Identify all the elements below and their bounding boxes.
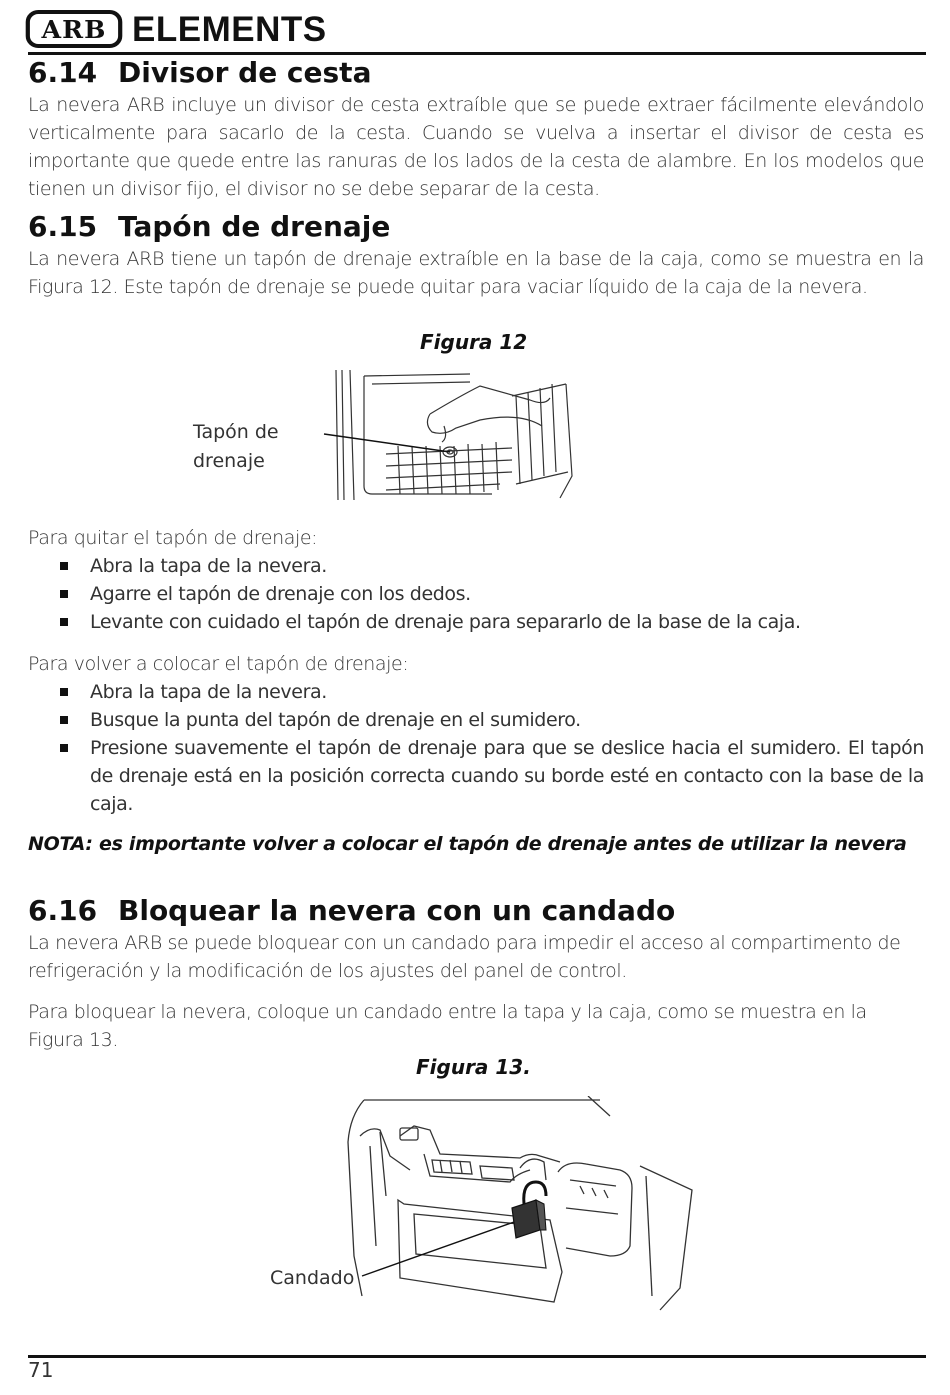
figure-12-leader-line	[320, 430, 460, 460]
section-title: Bloquear la nevera con un candado	[118, 894, 676, 927]
remove-steps-list	[28, 552, 924, 636]
brand-name: ELEMENTS	[132, 10, 327, 49]
section-title: Divisor de cesta	[118, 56, 372, 89]
figure-13-caption: Figura 13.	[416, 1055, 531, 1079]
list-item: Levante con cuidado el tapón de drenaje para separarlo de la base de la caja.	[28, 608, 924, 636]
list-item: Agarre el tapón de drenaje con los dedos.	[28, 580, 924, 608]
section-number: 6.15	[28, 210, 98, 243]
bullet-square-icon	[60, 744, 68, 752]
section-6-16-heading	[28, 894, 675, 927]
list-item: Presione suavemente el tapón de drenaje para que se deslice hacia el sumidero. El tapón de drenaje está en la posición correcta cuando su borde esté en contacto con la base de la caja.	[28, 734, 924, 818]
section-title: Tapón de drenaje	[118, 210, 391, 243]
note-text: NOTA: es importante volver a colocar el tapón de drenaje antes de utilizar la nevera	[28, 833, 907, 855]
section-6-14-body: La nevera ARB incluye un divisor de cesta extraíble que se puede extraer fácilmente elevándolo verticalmente para sacarlo de la cesta. Cuando se vuelva a insertar el divisor de cesta es importante que quede entre las ranuras de los lados de la cesta de alambre. En los modelos que tienen un divisor fijo, el divisor no se debe separar de la cesta.	[28, 94, 924, 200]
section-number: 6.16	[28, 894, 98, 927]
bullet-square-icon	[60, 590, 68, 598]
bullet-square-icon	[60, 618, 68, 626]
page-header	[28, 8, 926, 54]
footer-rule	[28, 1355, 926, 1358]
figure-13-label: Candado	[270, 1267, 355, 1289]
section-6-15-body: La nevera ARB tiene un tapón de drenaje extraíble en la base de la caja, como se muestra en la Figura 12. Este tapón de drenaje se puede quitar para vaciar líquido de la caja de la nevera.	[28, 248, 924, 298]
section-number: 6.14	[28, 56, 98, 89]
header-rule	[28, 52, 926, 55]
figure-12-label-line1: Tapón de	[193, 421, 279, 443]
section-6-16-body-1: La nevera ARB se puede bloquear con un candado para impedir el acceso al compartimento de refrigeración y la modificación de los ajustes del panel de control.	[28, 932, 901, 982]
arb-logo: ARB	[26, 10, 123, 48]
figure-12-caption: Figura 12	[420, 330, 528, 354]
figure-12-label-line2: drenaje	[193, 450, 265, 472]
bullet-square-icon	[60, 716, 68, 724]
replace-intro: Para volver a colocar el tapón de drenaje:	[28, 653, 409, 675]
section-6-16-body-2: Para bloquear la nevera, coloque un candado entre la tapa y la caja, como se muestra en la Figura 13.	[28, 1001, 867, 1051]
list-item: Abra la tapa de la nevera.	[28, 552, 924, 580]
remove-intro: Para quitar el tapón de drenaje:	[28, 527, 318, 549]
bullet-square-icon	[60, 688, 68, 696]
bullet-square-icon	[60, 562, 68, 570]
section-6-15-heading	[28, 210, 390, 243]
page-number: 71	[28, 1358, 54, 1382]
list-item: Busque la punta del tapón de drenaje en el sumidero.	[28, 706, 924, 734]
figure-13-padlock-illustration	[340, 1096, 700, 1312]
replace-steps-list	[28, 678, 924, 818]
list-item: Abra la tapa de la nevera.	[28, 678, 924, 706]
section-6-14-heading	[28, 56, 371, 89]
